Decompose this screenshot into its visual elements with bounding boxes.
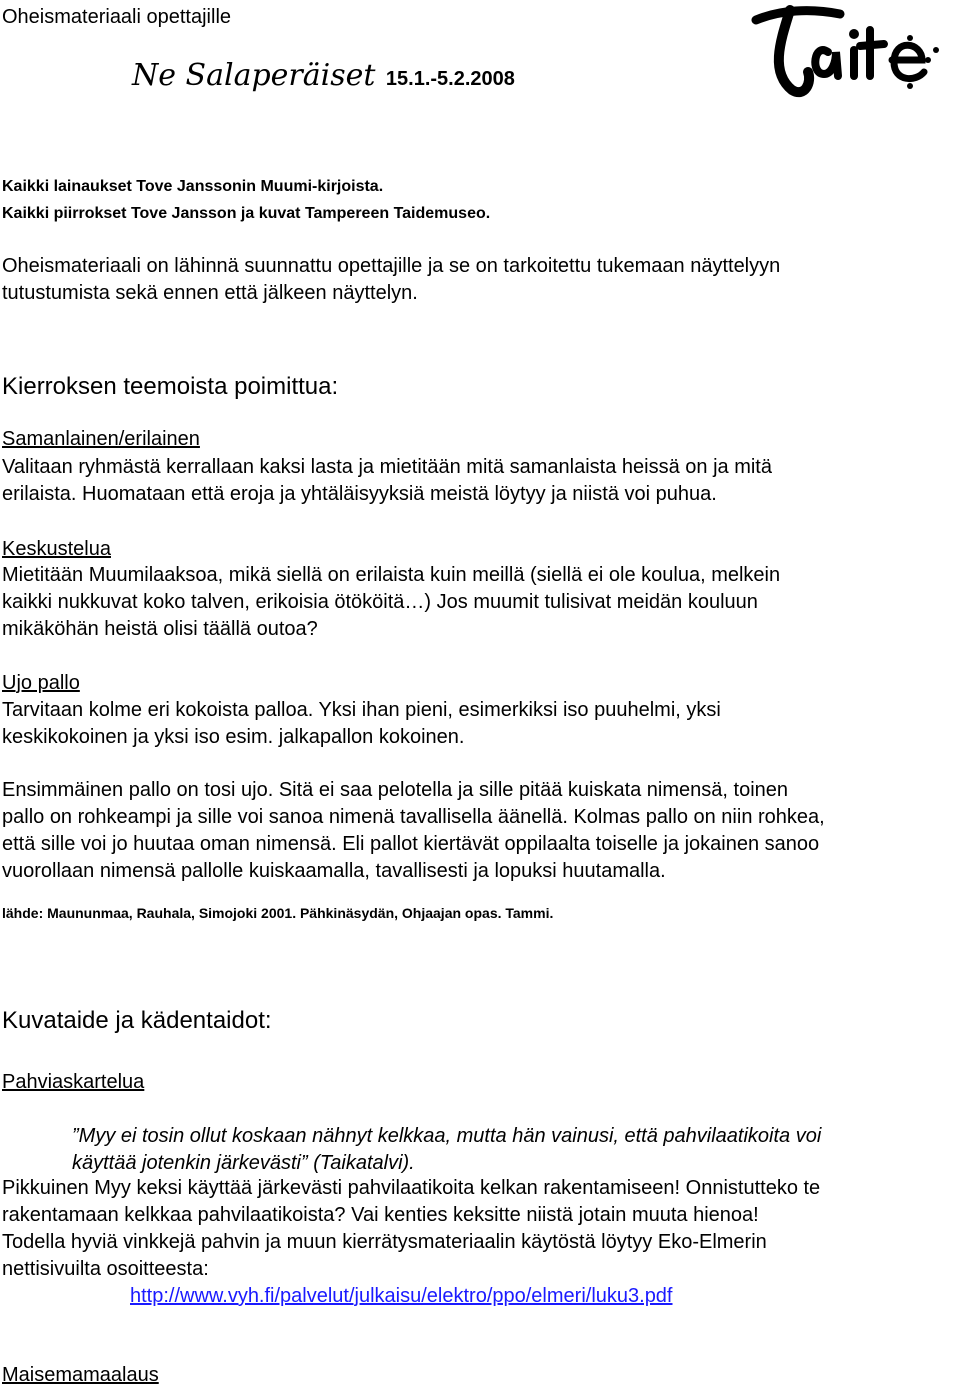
credits-line-2: Kaikki piirrokset Tove Jansson ja kuvat Tampereen Taidemuseo. <box>2 205 491 222</box>
taite-logo <box>750 2 950 102</box>
paragraph-line: Ensimmäinen pallo on tosi ujo. Sitä ei saa pelotella ja sille pitää kuiskata nimensä, toinen <box>2 779 789 801</box>
paragraph-line: pallo on rohkeampi ja sille voi sanoa nimenä tavallisella äänellä. Kolmas pallo on niin rohkea, <box>2 806 825 828</box>
document-title: Oheismateriaali opettajille <box>2 6 232 28</box>
item-title-ujo-pallo: Ujo pallo <box>2 672 80 694</box>
exhibition-title: Ne Salaperäiset <box>132 58 376 93</box>
intro-line-2: tutustumista sekä ennen että jälkeen näyttelyn. <box>2 282 418 304</box>
quote-line: ”Myy ei tosin ollut koskaan nähnyt kelkkaa, mutta hän vainusi, että pahvilaatikoita voi <box>72 1125 822 1147</box>
paragraph-line: Todella hyviä vinkkejä pahvin ja muun kierrätysmateriaalin käytöstä löytyy Eko-Elmerin <box>2 1231 767 1253</box>
eko-elmeri-link[interactable]: http://www.vyh.fi/palvelut/julkaisu/elektro/ppo/elmeri/luku3.pdf <box>130 1285 673 1307</box>
paragraph-line: että sille voi jo huutaa oman nimensä. Eli pallot kiertävät oppilaalta toiselle ja jokainen sanoo <box>2 833 820 855</box>
paragraph-line: Tarvitaan kolme eri kokoista palloa. Yksi ihan pieni, esimerkiksi iso puuhelmi, yksi <box>2 699 721 721</box>
paragraph-line: mikäköhän heistä olisi täällä outoa? <box>2 618 318 640</box>
paragraph-line: nettisivuilta osoitteesta: <box>2 1258 209 1280</box>
quote-line: käyttää jotenkin järkevästi” (Taikatalvi). <box>72 1152 415 1174</box>
paragraph-line: rakentamaan kelkkaa pahvilaatikoista? Vai kenties keksitte niistä jotain muuta hienoa! <box>2 1204 759 1226</box>
intro-line-1: Oheismateriaali on lähinnä suunnattu opettajille ja se on tarkoitettu tukemaan näyttelyyn <box>2 255 781 277</box>
item-title-maisemamaalaus: Maisemamaalaus <box>2 1364 159 1386</box>
paragraph-line: Mietitään Muumilaaksoa, mikä siellä on erilaista kuin meillä (siellä ei ole koulua, melkein <box>2 564 781 586</box>
paragraph-line: kaikki nukkuvat koko talven, erikoisia ötököitä…) Jos muumit tulisivat meidän kouluun <box>2 591 758 613</box>
paragraph-line: vuorollaan nimensä pallolle kuiskaamalla, tavallisesti ja lopuksi huutamalla. <box>2 860 666 882</box>
section-heading-kuvataide: Kuvataide ja kädentaidot: <box>2 1007 272 1034</box>
exhibition-heading <box>132 58 515 93</box>
paragraph-line: erilaista. Huomataan että eroja ja yhtäläisyyksiä meistä löytyy ja niistä voi puhua. <box>2 483 717 505</box>
paragraph-line: Valitaan ryhmästä kerrallaan kaksi lasta ja mietitään mitä samanlaista heissä on ja mitä <box>2 456 772 478</box>
exhibition-dates: 15.1.-5.2.2008 <box>385 68 515 90</box>
credits-line-1: Kaikki lainaukset Tove Janssonin Muumi-kirjoista. <box>2 178 384 195</box>
source-citation: lähde: Maununmaa, Rauhala, Simojoki 2001. Pähkinäsydän, Ohjaajan opas. Tammi. <box>2 905 554 921</box>
paragraph-line: keskikokoinen ja yksi iso esim. jalkapallon kokoinen. <box>2 726 465 748</box>
section-heading-kierros: Kierroksen teemoista poimittua: <box>2 373 339 400</box>
item-title-pahviaskartelua: Pahviaskartelua <box>2 1071 145 1093</box>
taite-logo-icon <box>750 2 950 102</box>
paragraph-line: Pikkuinen Myy keksi käyttää järkevästi pahvilaatikoita kelkan rakentamiseen! Onnistutteko te <box>2 1177 821 1199</box>
item-title-samanlainen: Samanlainen/erilainen <box>2 428 200 450</box>
item-title-keskustelua: Keskustelua <box>2 538 111 560</box>
